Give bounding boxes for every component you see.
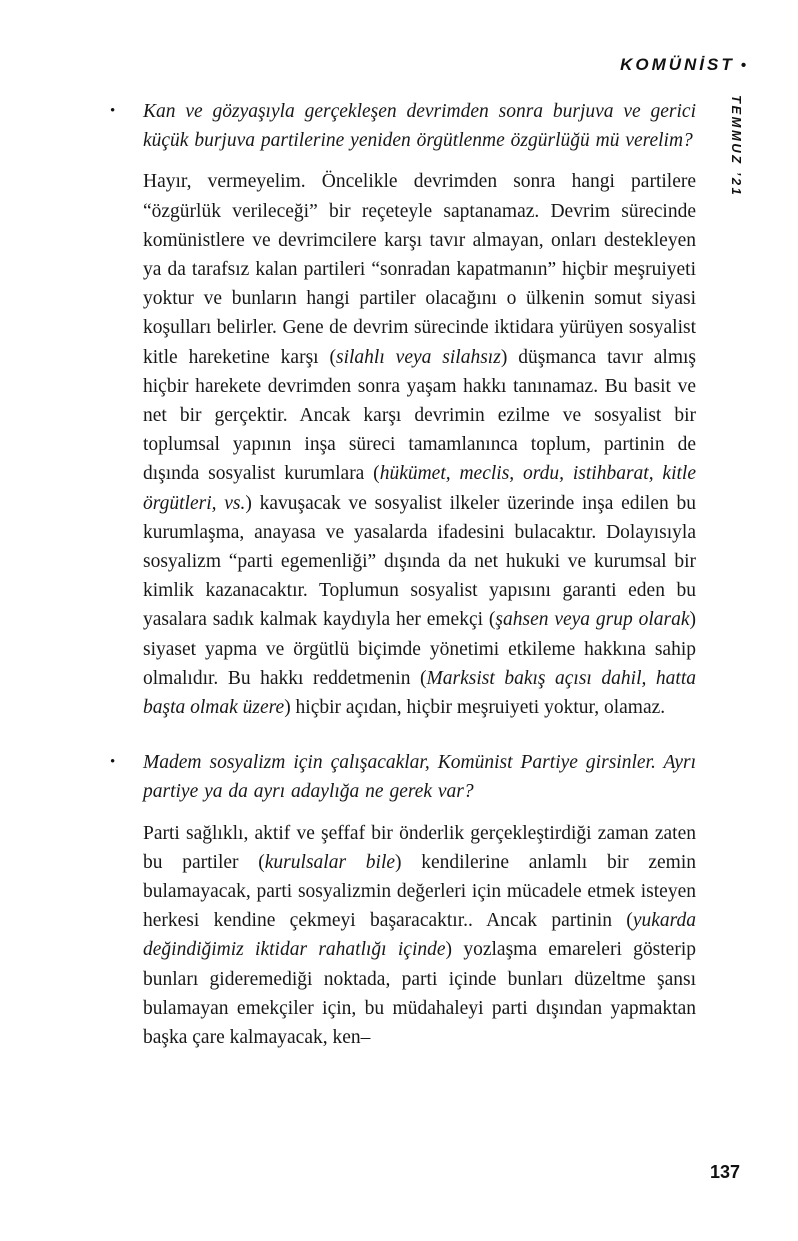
- text-run: ) düşmanca tavır almış hiçbir harekete devrimden sonra yaşam hakkı tanınamaz. Bu basit ve net bir gerçektir. Ancak karşı devrimin ezilme ve sosyalist bir toplumsal yapının inşa süreci tamamlanınca toplum, partinin de dışında sosyalist kurumlara (: [143, 346, 697, 485]
- running-header: [620, 55, 746, 75]
- italic-text-run: kurulsalar bile: [264, 851, 396, 873]
- italic-text-run: yukarda değindiğimiz iktidar rahatlığı içinde: [143, 910, 696, 961]
- italic-text-run: hükümet, meclis, ordu, istihbarat, kitle örgütleri, vs.: [143, 463, 696, 514]
- italic-text-run: Madem sosyalizm için çalışacaklar, Komünist Partiye girsinler. Ayrı partiye ya da ayrı adaylığa ne gerek var?: [143, 752, 696, 803]
- text-run: ) kavuşacak ve sosyalist ilkeler üzerinde inşa edilen bu kurumlaşma, anayasa ve yasalarda ifadesini bulacaktır. Dolayısıyla sosyalizm “parti egemenliği” dışında da net hukuki ve kurumsal bir kimlik kazanacaktır. Toplumun sosyalist yapısını garanti eden bu yasalara sadık kalmak kaydıyla her emekçi (: [143, 492, 696, 631]
- text-run: ) siyaset yapma ve örgütlü biçimde yönetimi etkileme hakkına sahip olmalıdır. Bu hakkı reddetmenin (: [143, 609, 696, 689]
- question-block: [110, 97, 696, 155]
- italic-text-run: silahlı veya silahsız: [336, 346, 501, 368]
- text-run: ) yozlaşma emareleri gösterip bunları gideremediği noktada, parti içinde bunları düzeltme şansı bulamayan emekçiler için, bu müdahaleyi parti dışından yapmaktan başka çare kalmayacak, ken–: [143, 939, 696, 1049]
- answer-paragraph: [143, 819, 696, 1053]
- italic-text-run: Marksist bakış açısı dahil, hatta başta olmak üzere: [143, 667, 696, 719]
- page-number: 137: [709, 1162, 740, 1182]
- text-run: ) hiçbir açıdan, hiçbir meşruiyeti yoktur, olamaz.: [284, 697, 666, 719]
- journal-title: KOMÜNİST: [620, 55, 735, 74]
- question-block: [110, 748, 696, 806]
- bullet-marker: •: [110, 754, 116, 771]
- question-text: [143, 97, 696, 155]
- italic-text-run: Kan ve gözyaşıyla gerçekleşen devrimden sonra burjuva ve gerici küçük burjuva partilerine yeniden örgütlenme özgürlüğü mü verelim?: [143, 101, 696, 152]
- text-run: ) kendilerine anlamlı bir zemin bulamayacak, parti sosyalizmin değerleri için mücadele etmek isteyen herkesi kendine çekmeyi başaracaktır.. Ancak partinin (: [143, 851, 696, 932]
- issue-date-vertical: TEMMUZ ’21: [729, 95, 744, 198]
- italic-text-run: şahsen veya grup olarak: [495, 609, 690, 631]
- question-text: [143, 748, 696, 806]
- text-run: Parti sağlıklı, aktif ve şeffaf bir önderlik gerçekleştirdiği zaman zaten bu partiler (: [143, 822, 696, 873]
- answer-paragraph: [143, 167, 696, 722]
- page-content: [110, 97, 696, 1078]
- bullet-marker: •: [110, 103, 116, 119]
- text-run: Hayır, vermeyelim. Öncelikle devrimden sonra hangi partilere “özgürlük verileceği” bir reçeteyle saptanamaz. Devrim sürecinde komünistlere ve devrimcilere karşı tavır almayan, onları destekleyen ya da tarafsız kalan partileri “sonradan kapatmanın” hiçbir meşruiyeti yoktur ve bunların hangi partiler olacağını o ülkenin somut siyasi koşulları belirler. Gene de devrim sürecinde iktidara yürüyen sosyalist kitle hareketine karşı (: [143, 171, 696, 368]
- header-bullet-icon: •: [740, 57, 746, 74]
